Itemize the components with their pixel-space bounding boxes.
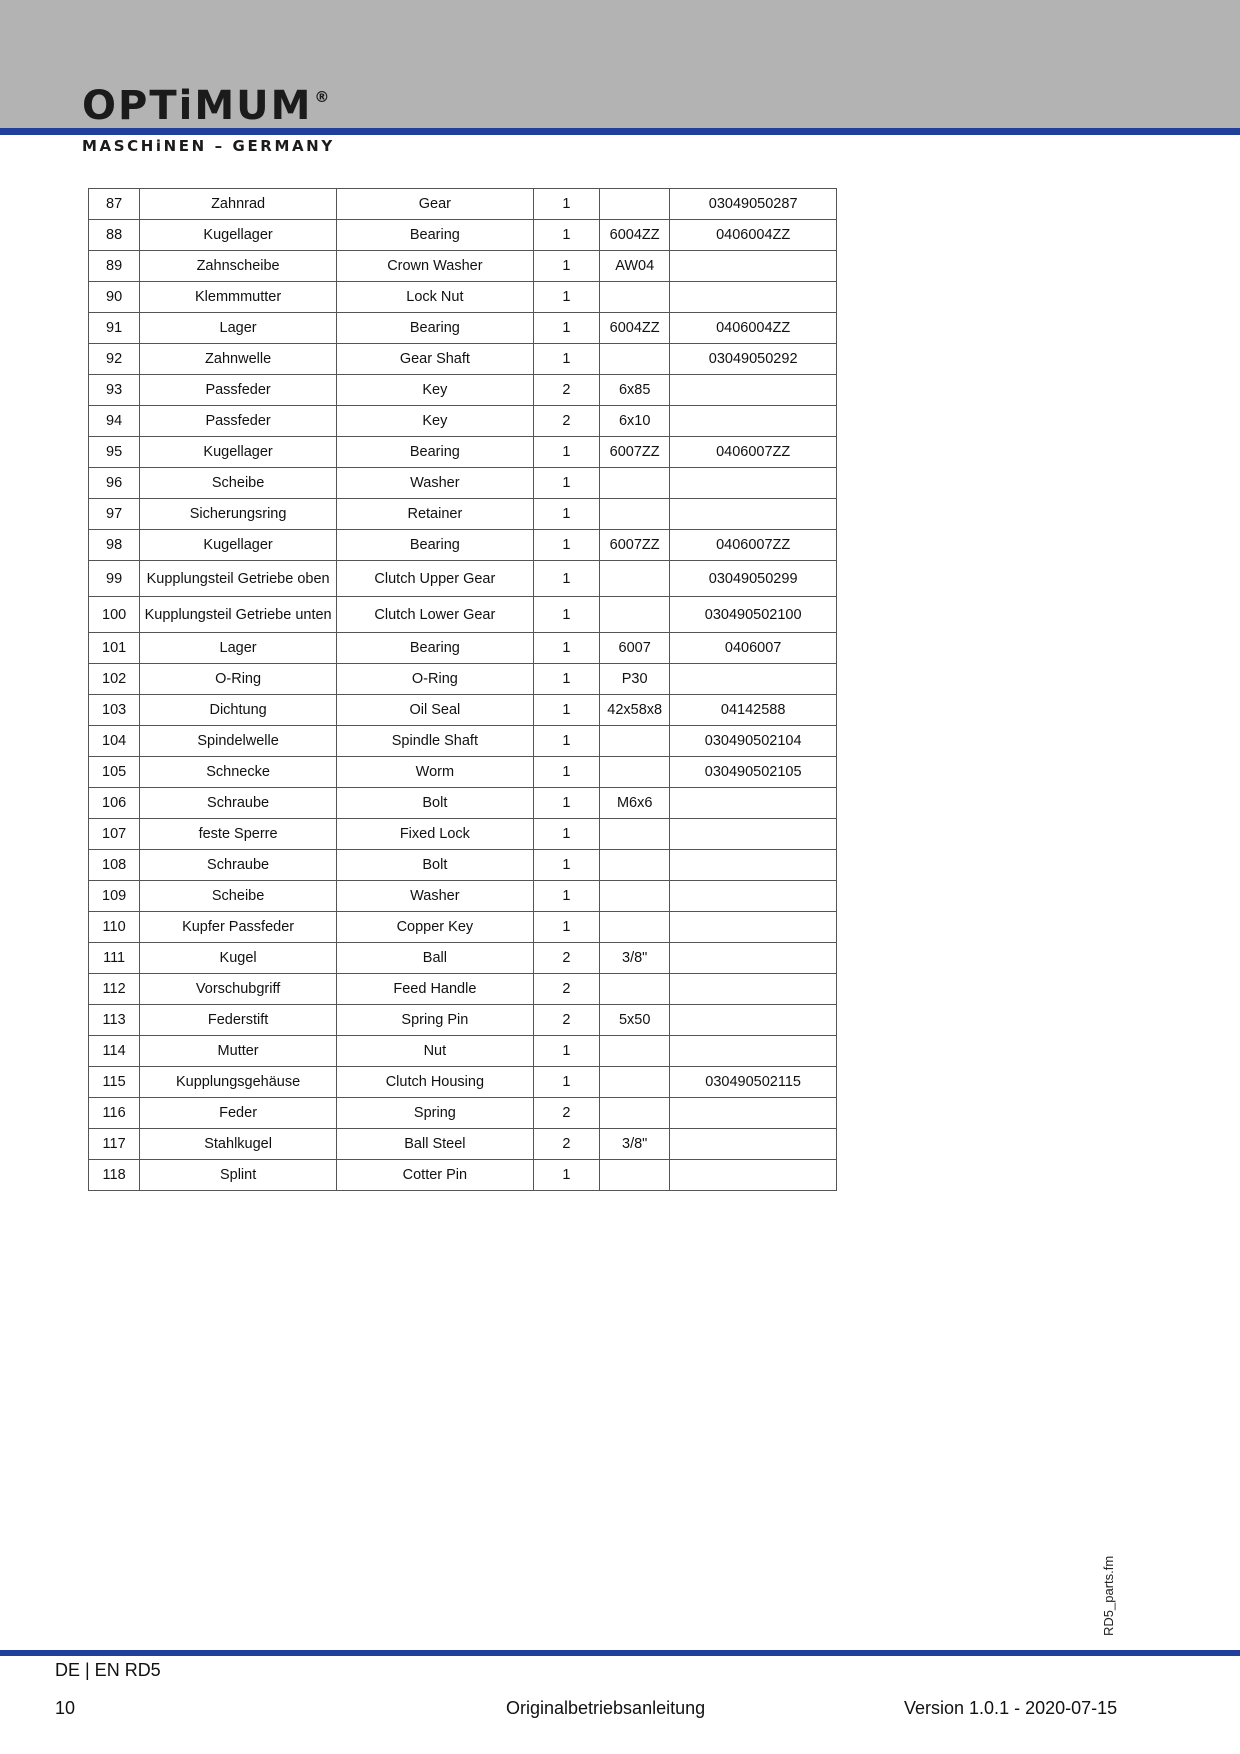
size-cell: 5x50: [600, 1005, 670, 1036]
table-row: [89, 468, 837, 499]
table-row: [89, 561, 837, 597]
english-name-cell: O-Ring: [336, 664, 533, 695]
item-number-cell: [670, 468, 837, 499]
english-name-cell: Spring: [336, 1098, 533, 1129]
german-name-cell: Kupfer Passfeder: [140, 912, 337, 943]
registered-mark: ®: [314, 88, 332, 106]
german-name-cell: Schraube: [140, 788, 337, 819]
quantity-cell: 1: [533, 1067, 599, 1098]
quantity-cell: 1: [533, 788, 599, 819]
table-row: [89, 664, 837, 695]
item-number-cell: [670, 1005, 837, 1036]
table-row: [89, 1005, 837, 1036]
english-name-cell: Lock Nut: [336, 282, 533, 313]
english-name-cell: Oil Seal: [336, 695, 533, 726]
item-number-cell: 0406007ZZ: [670, 437, 837, 468]
table-row: [89, 530, 837, 561]
table-row: [89, 189, 837, 220]
german-name-cell: Feder: [140, 1098, 337, 1129]
table-row: [89, 943, 837, 974]
german-name-cell: Vorschubgriff: [140, 974, 337, 1005]
table-row: [89, 974, 837, 1005]
table-row: [89, 437, 837, 468]
german-name-cell: Stahlkugel: [140, 1129, 337, 1160]
german-name-cell: Scheibe: [140, 468, 337, 499]
english-name-cell: Bolt: [336, 788, 533, 819]
document-title: Originalbetriebsanleitung: [506, 1698, 706, 1718]
size-cell: [600, 1098, 670, 1129]
quantity-cell: 2: [533, 943, 599, 974]
item-number-cell: [670, 881, 837, 912]
size-cell: [600, 850, 670, 881]
pos-cell: 112: [89, 974, 140, 1005]
table-row: [89, 850, 837, 881]
quantity-cell: 1: [533, 850, 599, 881]
size-cell: [600, 1067, 670, 1098]
document-version: Version 1.0.1 - 2020-07-15: [904, 1698, 1118, 1718]
quantity-cell: 1: [533, 819, 599, 850]
german-name-cell: Kugellager: [140, 530, 337, 561]
german-name-cell: Zahnscheibe: [140, 251, 337, 282]
table-row: [89, 499, 837, 530]
quantity-cell: 1: [533, 313, 599, 344]
german-name-cell: Passfeder: [140, 406, 337, 437]
german-name-cell: Passfeder: [140, 375, 337, 406]
item-number-cell: [670, 375, 837, 406]
english-name-cell: Retainer: [336, 499, 533, 530]
size-cell: 6x10: [600, 406, 670, 437]
german-name-cell: Federstift: [140, 1005, 337, 1036]
item-number-cell: [670, 943, 837, 974]
english-name-cell: Copper Key: [336, 912, 533, 943]
english-name-cell: Bearing: [336, 530, 533, 561]
item-number-cell: 03049050292: [670, 344, 837, 375]
quantity-cell: 1: [533, 561, 599, 597]
brand-logo: [82, 83, 332, 129]
size-cell: [600, 189, 670, 220]
size-cell: M6x6: [600, 788, 670, 819]
pos-cell: 102: [89, 664, 140, 695]
table-row: [89, 1098, 837, 1129]
table-row: [89, 406, 837, 437]
table-row: [89, 1160, 837, 1191]
item-number-cell: [670, 1129, 837, 1160]
size-cell: [600, 468, 670, 499]
size-cell: [600, 561, 670, 597]
size-cell: 6007ZZ: [600, 530, 670, 561]
item-number-cell: 030490502105: [670, 757, 837, 788]
pos-cell: 114: [89, 1036, 140, 1067]
pos-cell: 110: [89, 912, 140, 943]
size-cell: [600, 1160, 670, 1191]
table-row: [89, 1036, 837, 1067]
item-number-cell: [670, 406, 837, 437]
english-name-cell: Ball: [336, 943, 533, 974]
size-cell: [600, 1036, 670, 1067]
pos-cell: 90: [89, 282, 140, 313]
pos-cell: 103: [89, 695, 140, 726]
german-name-cell: Kupplungsteil Getriebe unten: [140, 597, 337, 633]
english-name-cell: Washer: [336, 881, 533, 912]
page-number: 10: [55, 1698, 76, 1718]
item-number-cell: [670, 664, 837, 695]
pos-cell: 106: [89, 788, 140, 819]
german-name-cell: Schnecke: [140, 757, 337, 788]
item-number-cell: [670, 499, 837, 530]
pos-cell: 101: [89, 633, 140, 664]
table-row: [89, 251, 837, 282]
size-cell: 42x58x8: [600, 695, 670, 726]
item-number-cell: [670, 1036, 837, 1067]
item-number-cell: 030490502115: [670, 1067, 837, 1098]
footer-language-model: DE | EN RD5: [55, 1660, 161, 1680]
pos-cell: 89: [89, 251, 140, 282]
quantity-cell: 1: [533, 220, 599, 251]
pos-cell: 91: [89, 313, 140, 344]
quantity-cell: 1: [533, 881, 599, 912]
size-cell: P30: [600, 664, 670, 695]
item-number-cell: 0406007: [670, 633, 837, 664]
table-row: [89, 819, 837, 850]
english-name-cell: Ball Steel: [336, 1129, 533, 1160]
quantity-cell: 2: [533, 1098, 599, 1129]
file-name-label: RD5_parts.fm: [1101, 1555, 1116, 1636]
pos-cell: 93: [89, 375, 140, 406]
table-row: [89, 1129, 837, 1160]
english-name-cell: Key: [336, 375, 533, 406]
quantity-cell: 1: [533, 664, 599, 695]
quantity-cell: 1: [533, 633, 599, 664]
size-cell: [600, 912, 670, 943]
quantity-cell: 1: [533, 757, 599, 788]
german-name-cell: Mutter: [140, 1036, 337, 1067]
pos-cell: 97: [89, 499, 140, 530]
quantity-cell: 2: [533, 1005, 599, 1036]
footer-divider: [0, 1650, 1240, 1656]
german-name-cell: Sicherungsring: [140, 499, 337, 530]
german-name-cell: Kupplungsgehäuse: [140, 1067, 337, 1098]
pos-cell: 116: [89, 1098, 140, 1129]
english-name-cell: Clutch Upper Gear: [336, 561, 533, 597]
quantity-cell: 1: [533, 726, 599, 757]
size-cell: [600, 819, 670, 850]
size-cell: 6004ZZ: [600, 220, 670, 251]
table-row: [89, 375, 837, 406]
table-row: [89, 282, 837, 313]
pos-cell: 113: [89, 1005, 140, 1036]
pos-cell: 109: [89, 881, 140, 912]
item-number-cell: [670, 251, 837, 282]
quantity-cell: 1: [533, 912, 599, 943]
item-number-cell: [670, 282, 837, 313]
item-number-cell: [670, 974, 837, 1005]
english-name-cell: Clutch Housing: [336, 1067, 533, 1098]
german-name-cell: Kupplungsteil Getriebe oben: [140, 561, 337, 597]
german-name-cell: Dichtung: [140, 695, 337, 726]
pos-cell: 99: [89, 561, 140, 597]
pos-cell: 94: [89, 406, 140, 437]
quantity-cell: 1: [533, 282, 599, 313]
pos-cell: 95: [89, 437, 140, 468]
table-row: [89, 1067, 837, 1098]
quantity-cell: 2: [533, 1129, 599, 1160]
quantity-cell: 1: [533, 1036, 599, 1067]
table-row: [89, 220, 837, 251]
quantity-cell: 1: [533, 499, 599, 530]
german-name-cell: Lager: [140, 633, 337, 664]
quantity-cell: 1: [533, 530, 599, 561]
english-name-cell: Washer: [336, 468, 533, 499]
pos-cell: 96: [89, 468, 140, 499]
english-name-cell: Bearing: [336, 633, 533, 664]
pos-cell: 111: [89, 943, 140, 974]
pos-cell: 115: [89, 1067, 140, 1098]
size-cell: [600, 344, 670, 375]
size-cell: [600, 974, 670, 1005]
quantity-cell: 2: [533, 974, 599, 1005]
table-row: [89, 912, 837, 943]
item-number-cell: 0406004ZZ: [670, 313, 837, 344]
quantity-cell: 1: [533, 1160, 599, 1191]
german-name-cell: Zahnrad: [140, 189, 337, 220]
english-name-cell: Fixed Lock: [336, 819, 533, 850]
english-name-cell: Cotter Pin: [336, 1160, 533, 1191]
item-number-cell: [670, 850, 837, 881]
quantity-cell: 1: [533, 251, 599, 282]
item-number-cell: [670, 1098, 837, 1129]
size-cell: 6007: [600, 633, 670, 664]
size-cell: [600, 499, 670, 530]
item-number-cell: [670, 788, 837, 819]
pos-cell: 117: [89, 1129, 140, 1160]
english-name-cell: Bearing: [336, 437, 533, 468]
size-cell: [600, 597, 670, 633]
english-name-cell: Clutch Lower Gear: [336, 597, 533, 633]
english-name-cell: Spindle Shaft: [336, 726, 533, 757]
pos-cell: 104: [89, 726, 140, 757]
german-name-cell: Splint: [140, 1160, 337, 1191]
pos-cell: 108: [89, 850, 140, 881]
german-name-cell: Schraube: [140, 850, 337, 881]
table-row: [89, 597, 837, 633]
item-number-cell: 030490502100: [670, 597, 837, 633]
size-cell: 6x85: [600, 375, 670, 406]
english-name-cell: Crown Washer: [336, 251, 533, 282]
quantity-cell: 1: [533, 344, 599, 375]
brand-tagline: MASCHiNEN – GERMANY: [82, 137, 335, 155]
item-number-cell: 030490502104: [670, 726, 837, 757]
item-number-cell: 03049050287: [670, 189, 837, 220]
size-cell: 6007ZZ: [600, 437, 670, 468]
parts-table-body: [89, 189, 837, 1191]
table-row: [89, 788, 837, 819]
item-number-cell: 0406007ZZ: [670, 530, 837, 561]
english-name-cell: Spring Pin: [336, 1005, 533, 1036]
size-cell: [600, 757, 670, 788]
table-row: [89, 344, 837, 375]
size-cell: [600, 282, 670, 313]
size-cell: [600, 726, 670, 757]
pos-cell: 105: [89, 757, 140, 788]
english-name-cell: Bolt: [336, 850, 533, 881]
german-name-cell: Zahnwelle: [140, 344, 337, 375]
item-number-cell: 03049050299: [670, 561, 837, 597]
english-name-cell: Worm: [336, 757, 533, 788]
english-name-cell: Gear Shaft: [336, 344, 533, 375]
german-name-cell: Lager: [140, 313, 337, 344]
pos-cell: 87: [89, 189, 140, 220]
item-number-cell: 0406004ZZ: [670, 220, 837, 251]
quantity-cell: 1: [533, 189, 599, 220]
pos-cell: 107: [89, 819, 140, 850]
table-row: [89, 695, 837, 726]
english-name-cell: Bearing: [336, 220, 533, 251]
item-number-cell: 04142588: [670, 695, 837, 726]
quantity-cell: 2: [533, 375, 599, 406]
pos-cell: 118: [89, 1160, 140, 1191]
size-cell: [600, 881, 670, 912]
quantity-cell: 1: [533, 695, 599, 726]
item-number-cell: [670, 912, 837, 943]
quantity-cell: 1: [533, 468, 599, 499]
german-name-cell: Kugel: [140, 943, 337, 974]
item-number-cell: [670, 1160, 837, 1191]
german-name-cell: Klemmmutter: [140, 282, 337, 313]
english-name-cell: Nut: [336, 1036, 533, 1067]
english-name-cell: Bearing: [336, 313, 533, 344]
english-name-cell: Key: [336, 406, 533, 437]
pos-cell: 100: [89, 597, 140, 633]
german-name-cell: Kugellager: [140, 437, 337, 468]
pos-cell: 88: [89, 220, 140, 251]
pos-cell: 98: [89, 530, 140, 561]
size-cell: AW04: [600, 251, 670, 282]
german-name-cell: O-Ring: [140, 664, 337, 695]
quantity-cell: 1: [533, 437, 599, 468]
english-name-cell: Feed Handle: [336, 974, 533, 1005]
pos-cell: 92: [89, 344, 140, 375]
quantity-cell: 1: [533, 597, 599, 633]
table-row: [89, 726, 837, 757]
parts-table: [88, 188, 837, 1191]
english-name-cell: Gear: [336, 189, 533, 220]
german-name-cell: feste Sperre: [140, 819, 337, 850]
size-cell: 3/8": [600, 1129, 670, 1160]
item-number-cell: [670, 819, 837, 850]
table-row: [89, 313, 837, 344]
german-name-cell: Scheibe: [140, 881, 337, 912]
table-row: [89, 881, 837, 912]
size-cell: 6004ZZ: [600, 313, 670, 344]
size-cell: 3/8": [600, 943, 670, 974]
header-divider: [0, 128, 1240, 135]
quantity-cell: 2: [533, 406, 599, 437]
german-name-cell: Kugellager: [140, 220, 337, 251]
logo-text: OPTiMUM: [82, 83, 313, 129]
german-name-cell: Spindelwelle: [140, 726, 337, 757]
table-row: [89, 633, 837, 664]
table-row: [89, 757, 837, 788]
